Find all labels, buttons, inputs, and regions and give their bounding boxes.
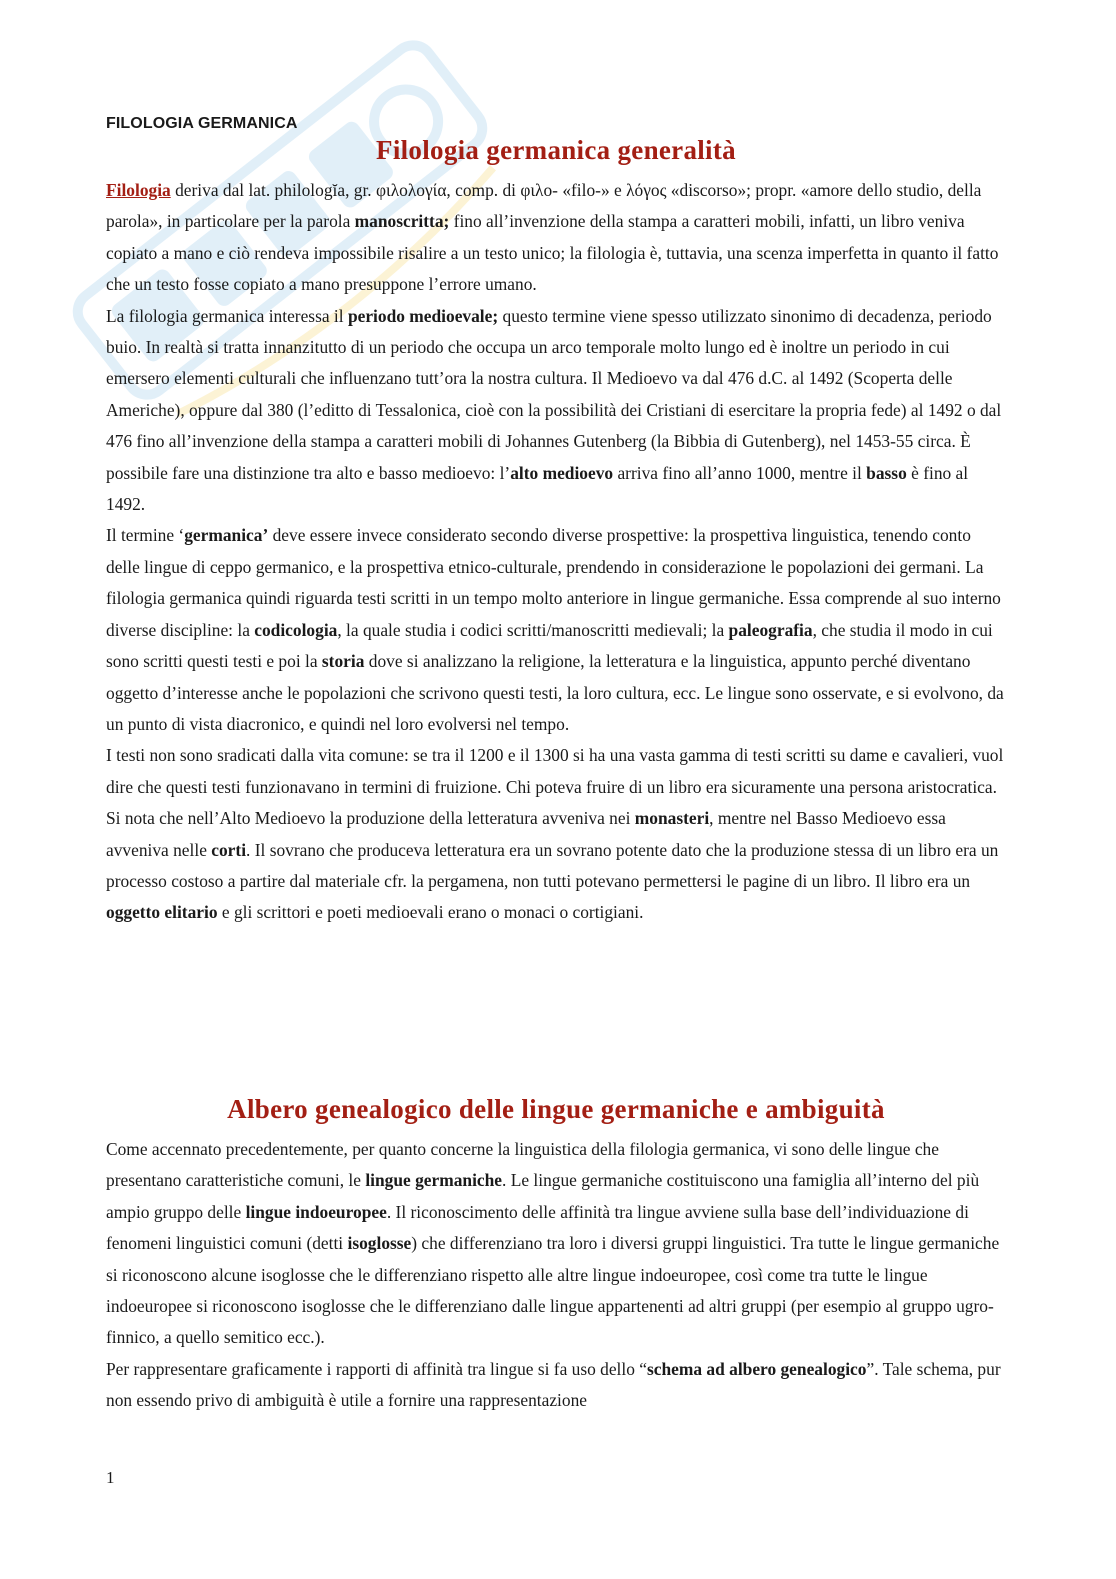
- bold-term: corti: [211, 839, 247, 860]
- bold-term: schema ad albero genealogico: [647, 1358, 867, 1379]
- bold-term: periodo medioevale;: [347, 305, 499, 326]
- bold-term: paleografia: [728, 619, 813, 640]
- bold-term: alto medioevo: [510, 462, 614, 483]
- section-albero-genealogico: [106, 1134, 1006, 1417]
- bold-term: codicologia: [254, 619, 338, 640]
- bold-term: oggetto elitario: [106, 902, 218, 923]
- paragraph-testi: I testi non sono sradicati dalla vita comune: se tra il 1200 e il 1300 si ha una vasta gamma di testi scritti su dame e cavalieri, vuol dire che questi testi funzionavano in termini di fruizione. Chi poteva fruire di un libro era sicuramente una persona aristocratica. Si nota che nell’Alto Medioevo la produzione della letteratura avveniva nei monasteri, mentre nel Basso Medioevo essa avveniva nelle corti. Il sovrano che produceva letteratura era un sovrano potente dato che la produzione stessa di un libro era un processo costoso a partire dal materiale cfr. la pergamena, non tutti potevano permettersi le pagine di un libro. Il libro era un oggetto elitario e gli scrittori e poeti medioevali erano o monaci o cortigiani.: [106, 745, 1004, 923]
- paragraph-medioevo: La filologia germanica interessa il periodo medioevale; questo termine viene spesso utilizzato sinonimo di decadenza, periodo buio. In realtà si tratta innanzitutto di un periodo che occupa un arco temporale molto lungo ed è inoltre un periodo in cui emersero elementi culturali che influenzano tutt’ora la nostra cultura. Il Medioevo va dal 476 d.C. al 1492 (Scoperta delle Americhe), oppure dal 380 (l’editto di Tessalonica, cioè con la possibilità dei Cristiani di esercitare la propria fede) al 1492 o dal 476 fino all’invenzione della stampa a caratteri mobili di Johannes Gutenberg (la Bibbia di Gutenberg), nel 1453-55 circa. È possibile fare una distinzione tra alto e basso medioevo: l’alto medioevo arriva fino all’anno 1000, mentre il basso è fino al 1492.: [106, 305, 1002, 515]
- document-header: FILOLOGIA GERMANICA: [106, 115, 298, 132]
- bold-term: isoglosse: [347, 1233, 412, 1254]
- paragraph-germanica: Il termine ‘germanica’ deve essere invece considerato secondo diverse prospettive: la prospettiva linguistica, tenendo conto delle lingue di ceppo germanico, e la prospettiva etnico-culturale, prendendo in considerazione le popolazioni dei germani. La filologia germanica quindi riguarda testi scritti in un tempo molto anteriore in lingue germaniche. Essa comprende al suo interno diverse discipline: la codicologia, la quale studia i codici scritti/manoscritti medievali; la paleografia, che studia il modo in cui sono scritti questi testi e poi la storia dove si analizzano la religione, la letteratura e la linguistica, appunto perché diventano oggetto d’interesse anche le popolazioni che scrivono questi testi, la loro cultura, ecc. Le lingue sono osservate, e si evolvono, da un punto di vista diacronico, e quindi nel loro evolversi nel tempo.: [106, 525, 1004, 734]
- section-filologia-germanica-generalita: [106, 175, 1006, 929]
- term-link-filologia[interactable]: Filologia: [106, 180, 171, 200]
- section-title-albero: Albero genealogico delle lingue germaniche e ambiguità: [227, 1094, 885, 1124]
- bold-term: manoscritta;: [354, 211, 450, 232]
- page-number: 1: [106, 1468, 115, 1487]
- bold-term: monasteri: [634, 808, 710, 829]
- bold-term: storia: [321, 651, 365, 672]
- bold-term: lingue indoeuropee: [245, 1201, 387, 1222]
- section-title-generalita: Filologia germanica generalità: [376, 135, 736, 165]
- bold-term: germanica’: [184, 525, 269, 546]
- bold-term: basso: [866, 462, 907, 483]
- paragraph-lingue-germaniche: Come accennato precedentemente, per quanto concerne la linguistica della filologia germanica, vi sono delle lingue che presentano caratteristiche comuni, le lingue germaniche. Le lingue germaniche costituiscono una famiglia all’interno del più ampio gruppo delle lingue indoeuropee. Il riconoscimento delle affinità tra lingue avviene sulla base dell’individuazione di fenomeni linguistici comuni (detti isoglosse) che differenziano tra loro i diversi gruppi linguistici. Tra tutte le lingue germaniche si riconoscono alcune isoglosse che le differenziano rispetto alle altre lingue indoeuropee, così come tra tutte le lingue indoeuropee si riconoscono isoglosse che le differenziano dalle lingue appartenenti ad altri gruppi (per esempio al gruppo ugro-finnico, a quello semitico ecc.).: [106, 1139, 1000, 1348]
- bold-term: lingue germaniche: [365, 1170, 503, 1191]
- paragraph-schema-albero: Per rappresentare graficamente i rapporti di affinità tra lingue si fa uso dello “schema ad albero genealogico”. Tale schema, pur non essendo privo di ambiguità è utile a fornire una rappresentazione: [106, 1358, 1001, 1411]
- paragraph-definition: Filologia deriva dal lat. philologĭa, gr. φιλολογία, comp. di φιλο- «filo-» e λόγος «discorso»; propr. «amore dello studio, della parola», in particolare per la parola manoscritta; fino all’invenzione della stampa a caratteri mobili, infatti, un libro veniva copiato a mano e ciò rendeva impossibile risalire a un testo unico; la filologia è, tuttavia, una scenza imperfetta in quanto il fatto che un testo fosse copiato a mano presuppone l’errore umano.: [106, 180, 999, 295]
